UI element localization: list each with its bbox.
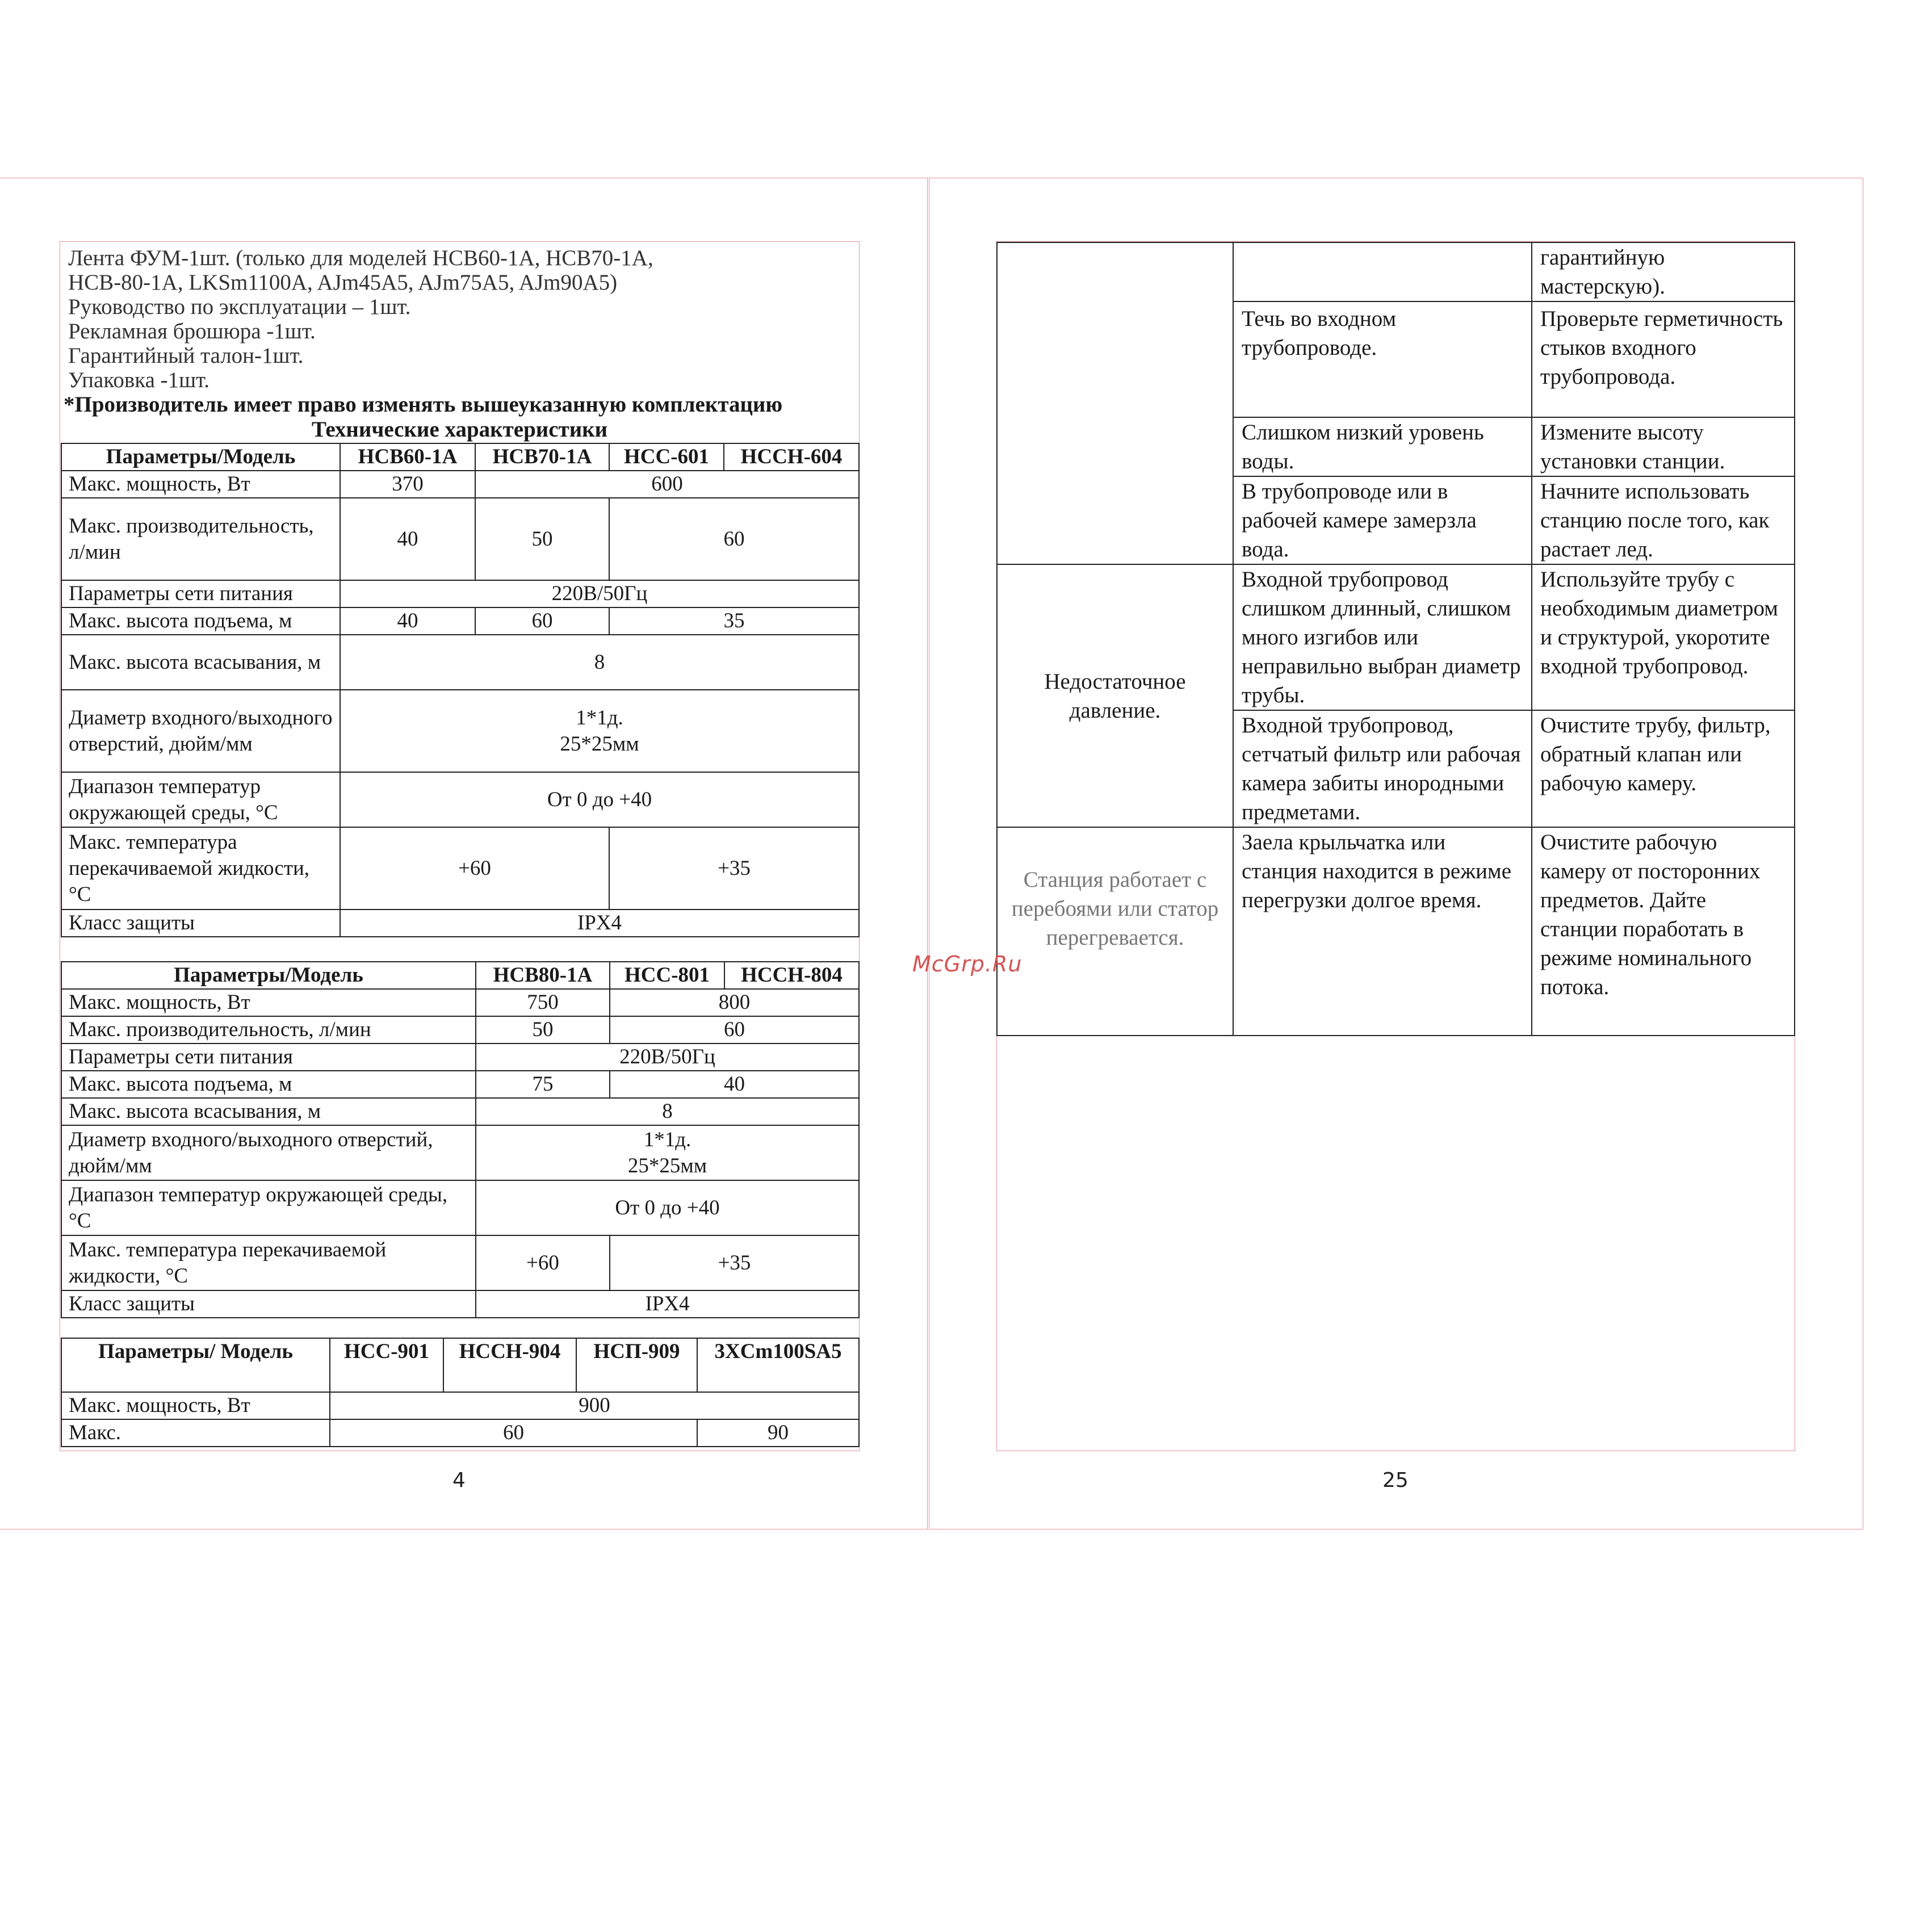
table-row	[61, 443, 859, 471]
param-cell: Макс. температура перекачиваемой жидкости, °С	[61, 1235, 476, 1290]
fix-cell: Очистите рабочую камеру от посторонних предметов. Дайте станции поработать в режиме номинального потока.	[1532, 827, 1795, 1036]
header-cell: НССН-804	[724, 962, 859, 989]
table-row	[61, 962, 859, 989]
value-cell: 60	[330, 1419, 697, 1447]
table-row	[61, 635, 859, 690]
value-cell: 50	[475, 498, 609, 580]
value-cell: +35	[610, 1235, 859, 1290]
param-cell: Макс. высота всасывания, м	[61, 1098, 476, 1125]
value-line: 25*25мм	[560, 732, 639, 756]
param-cell: Класс защиты	[61, 1290, 476, 1318]
manufacturer-note: *Производитель имеет право изменять вышеуказанную комплектацию	[64, 392, 783, 417]
value-cell: 370	[340, 471, 475, 498]
value-cell: 60	[609, 498, 859, 580]
fix-cell: Начните использовать станцию после того, как растает лед.	[1532, 476, 1795, 564]
value-cell: IPX4	[476, 1290, 859, 1318]
value-line: 1*1д.	[576, 706, 623, 730]
spec-table-1	[61, 443, 860, 937]
cause-cell: Течь во входном трубопроводе.	[1233, 301, 1532, 417]
value-cell	[340, 690, 859, 772]
cause-cell: Заела крыльчатка или станция находится в режиме перегрузки долгое время.	[1233, 827, 1532, 1036]
symptom-cell: Станция работает с перебоями или статор перегревается.	[997, 827, 1233, 1036]
table-row	[61, 1290, 859, 1318]
value-cell: 60	[610, 1016, 859, 1043]
header-cell: НССН-904	[443, 1338, 576, 1392]
table-row	[61, 580, 859, 607]
table-row	[61, 1338, 859, 1392]
header-cell: НСВ60-1А	[340, 443, 475, 471]
symptom-cell: Недостаточное давление.	[997, 564, 1233, 827]
table-row	[61, 1392, 859, 1419]
fix-cell: Проверьте герметичность стыков входного трубопровода.	[1532, 301, 1795, 417]
value-cell: От 0 до +40	[476, 1180, 859, 1235]
header-cell: Параметры/ Модель	[61, 1338, 330, 1392]
spec-table-3	[61, 1338, 860, 1447]
table-row	[997, 827, 1795, 1036]
param-cell: Диапазон температур окружающей среды, °С	[61, 1180, 476, 1235]
value-cell: 600	[475, 471, 859, 498]
param-cell: Макс. высота подъема, м	[61, 607, 340, 635]
cause-cell: Входной трубопровод слишком длинный, слишком много изгибов или неправильно выбран диаметр трубы.	[1233, 564, 1532, 710]
header-cell: Параметры/Модель	[61, 443, 340, 471]
cause-cell: Входной трубопровод, сетчатый фильтр или рабочая камера забиты инородными предметами.	[1233, 710, 1532, 827]
page-number-right: 25	[1382, 1469, 1409, 1492]
table-row	[61, 1180, 859, 1235]
value-cell: 75	[476, 1071, 610, 1098]
intro-line: Руководство по эксплуатации – 1шт.	[68, 295, 411, 319]
table-row	[61, 1419, 859, 1447]
intro-line: НСВ-80-1А, LKSm1100A, AJm45A5, AJm75A5, AJm90A5)	[68, 270, 618, 295]
table-row	[61, 1071, 859, 1098]
watermark: McGrp.Ru	[912, 952, 1022, 977]
value-cell: 220В/50Гц	[340, 580, 859, 607]
spec-caption: Технические характеристики	[311, 417, 608, 442]
table-row	[61, 498, 859, 580]
header-cell: НСС-601	[609, 443, 724, 471]
param-cell: Диапазон температур окружающей среды, °С	[61, 772, 340, 827]
fix-cell: Очистите трубу, фильтр, обратный клапан или рабочую камеру.	[1532, 710, 1795, 827]
param-cell: Диаметр входного/выходного отверстий, дюйм/мм	[61, 1125, 476, 1180]
table-row	[997, 564, 1795, 710]
table-row	[61, 1016, 859, 1043]
table-row	[61, 471, 859, 498]
header-cell: НССН-604	[724, 443, 859, 471]
header-cell: НСВ70-1А	[475, 443, 609, 471]
value-line: 1*1д.	[643, 1128, 692, 1151]
param-cell: Макс. мощность, Вт	[61, 989, 476, 1016]
symptom-cell	[997, 242, 1233, 564]
param-cell: Макс. мощность, Вт	[61, 471, 340, 498]
value-cell: 8	[476, 1098, 859, 1125]
value-cell: 90	[697, 1419, 859, 1447]
param-cell: Макс. производительность, л/мин	[61, 1016, 476, 1043]
param-cell: Макс. высота всасывания, м	[61, 635, 340, 690]
value-cell: +60	[476, 1235, 610, 1290]
param-cell: Класс защиты	[61, 910, 340, 937]
param-cell: Диаметр входного/выходного отверстий, дюйм/мм	[61, 690, 340, 772]
cause-cell: В трубопроводе или в рабочей камере замерзла вода.	[1233, 476, 1532, 564]
param-cell: Макс. температура перекачиваемой жидкости, °С	[61, 827, 340, 910]
value-cell: 60	[475, 607, 609, 635]
value-cell: 800	[610, 989, 859, 1016]
value-cell: 750	[476, 989, 610, 1016]
value-cell: 220В/50Гц	[476, 1043, 859, 1071]
cause-cell	[1233, 242, 1532, 301]
intro-line: Упаковка -1шт.	[68, 368, 210, 392]
table-row	[61, 1043, 859, 1071]
value-cell: 8	[340, 635, 859, 690]
param-cell: Макс. производительность, л/мин	[61, 498, 340, 580]
table-row	[61, 989, 859, 1016]
intro-line: Гарантийный талон-1шт.	[68, 343, 304, 368]
table-row	[61, 1125, 859, 1180]
table-row	[61, 1098, 859, 1125]
value-cell: +60	[340, 827, 609, 910]
value-cell: 900	[330, 1392, 859, 1419]
param-cell: Макс.	[61, 1419, 330, 1447]
header-cell: НСС-901	[330, 1338, 443, 1392]
intro-line: Рекламная брошюра -1шт.	[68, 319, 316, 343]
table-row	[61, 827, 859, 910]
fix-cell: гарантийную мастерскую).	[1532, 242, 1795, 301]
intro-line: Лента ФУМ-1шт. (только для моделей НСВ60-1А, НСВ70-1А,	[68, 246, 653, 270]
header-cell: НСП-909	[576, 1338, 697, 1392]
param-cell: Параметры сети питания	[61, 580, 340, 607]
spec-table-2	[61, 961, 860, 1318]
table-row	[61, 607, 859, 635]
value-line: 25*25мм	[627, 1154, 707, 1177]
param-cell: Параметры сети питания	[61, 1043, 476, 1071]
header-cell: Параметры/Модель	[61, 962, 476, 989]
param-cell: Макс. мощность, Вт	[61, 1392, 330, 1419]
value-cell: IPX4	[340, 910, 859, 937]
troubleshooting-table	[996, 242, 1795, 1036]
value-cell	[476, 1125, 859, 1180]
table-row	[997, 242, 1795, 301]
table-row	[61, 910, 859, 937]
header-cell: НСВ80-1А	[476, 962, 610, 989]
table-row	[61, 1235, 859, 1290]
package-contents	[64, 246, 783, 417]
value-cell: 40	[340, 498, 475, 580]
fix-cell: Измените высоту установки станции.	[1532, 417, 1795, 476]
value-cell: 40	[610, 1071, 859, 1098]
value-cell: От 0 до +40	[340, 772, 859, 827]
page-number-left: 4	[452, 1469, 466, 1492]
value-cell: 35	[609, 607, 859, 635]
table-row	[61, 690, 859, 772]
table-row	[61, 772, 859, 827]
value-cell: +35	[609, 827, 859, 910]
param-cell: Макс. высота подъема, м	[61, 1071, 476, 1098]
header-cell: 3XCm100SA5	[697, 1338, 859, 1392]
value-cell: 40	[340, 607, 475, 635]
fix-cell: Используйте трубу с необходимым диаметром и структурой, укоротите входной трубопровод.	[1532, 564, 1795, 710]
value-cell: 50	[476, 1016, 610, 1043]
cause-cell: Слишком низкий уровень воды.	[1233, 417, 1532, 476]
header-cell: НСС-801	[610, 962, 724, 989]
